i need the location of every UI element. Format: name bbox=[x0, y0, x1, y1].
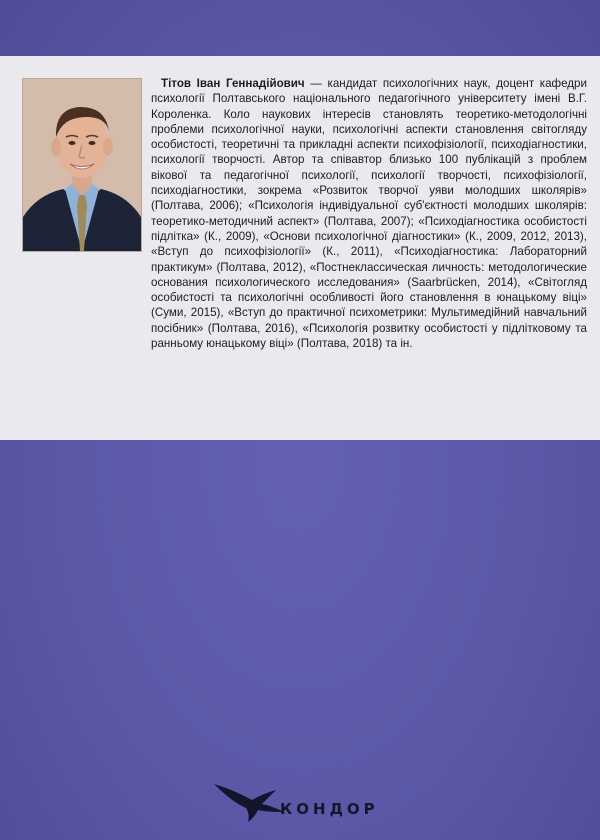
publisher-logo bbox=[212, 780, 402, 824]
author-bio bbox=[151, 76, 587, 351]
author-photo bbox=[22, 78, 142, 252]
author-name: Тітов Іван Геннадійович bbox=[161, 77, 305, 90]
publisher-name: КОНДОР bbox=[280, 800, 379, 818]
author-bio-body: — кандидат психологічних наук, доцент кафедри психології Полтавського національного педагогічного університету імені В.Г. Короленка. Коло наукових інтересів становлять теоретико-методологічні проблеми психологічної науки, психологічні аспекти становлення світогляду особистості, теоретичні та прикладні аспекти психофізіології, психодіагностики, психології творчості. Автор та співавтор близько 100 публікацій з проблем вікової та педагогічної психології, психології творчості, психофізіології, психодіагностики, зокрема «Розвиток творчої уяви молодших школярів» (Полтава, 2006); «Психологія індивідуальної суб'єктності молодших школярів: теоретико-методичний аспект» (Полтава, 2007); «Психодіагностика особистості підлітка» (К., 2009), «Основи психологічної діагностики» (К., 2009, 2012, 2013), «Вступ до психофізіології» (К., 2011), «Психодіагностика: Лабораторний практикум» (Полтава, 2012), «Постнеклассическая личность: методологические основания психологического исследования» (Saarbrücken, 2014), «Світогляд особистості та психологічні особливості його становлення в юнацькому віці» (Суми, 2015), «Вступ до практичної психометрики: Мультимедійний навчальний посібник» (Полтава, 2016), «Психологія розвитку особистості у підлітковому та ранньому юнацькому віці» (Полтава, 2018) та ін. bbox=[151, 77, 587, 351]
author-bio-panel bbox=[0, 56, 600, 440]
author-portrait-image bbox=[23, 79, 141, 251]
